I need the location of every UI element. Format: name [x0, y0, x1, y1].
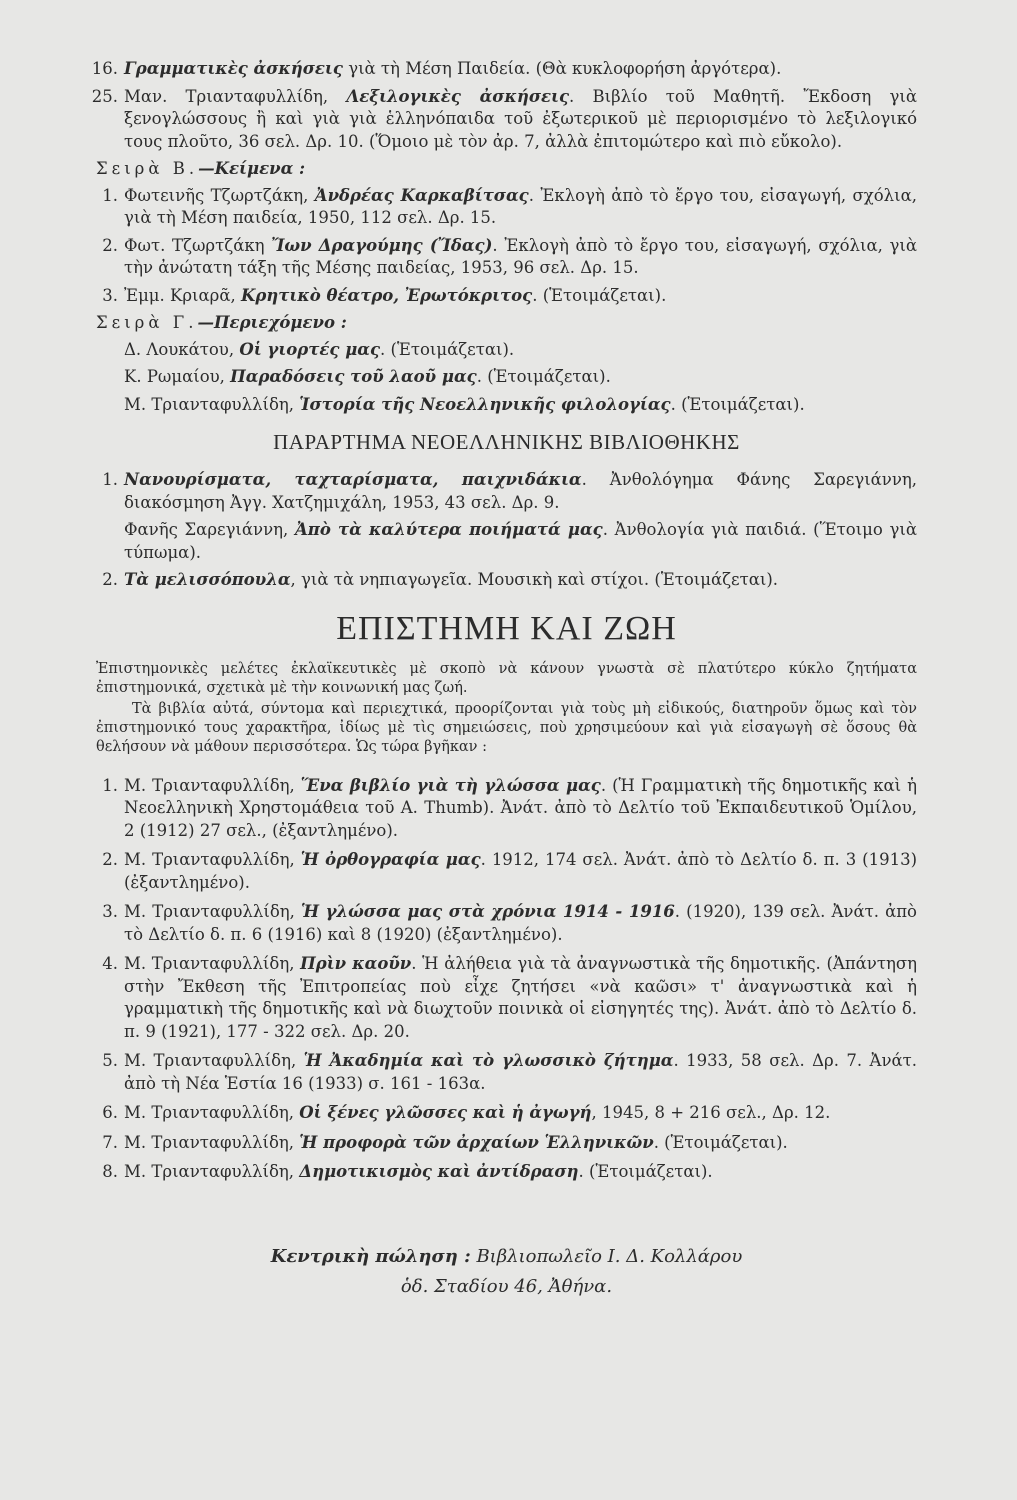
science-list	[96, 775, 917, 1184]
science-entry	[96, 1050, 917, 1095]
entry-details: . Ἐκλογὴ ἀπὸ τὸ ἔργο του, εἰσαγωγή, σχόλια, γιὰ τὴν ἀνώτατη τάξη τῆς Μέσης παιδείας, 1953, 96 σελ. Δρ. 15.	[124, 235, 918, 277]
entry-title: Δημοτικισμὸς καὶ ἀντίδραση	[299, 1162, 579, 1181]
entry-title: Ἡ προφορὰ τῶν ἀρχαίων Ἑλληνικῶν	[299, 1132, 654, 1152]
entry-number: 7.	[102, 1132, 118, 1152]
entry-author: Μ. Τριανταφυλλίδη,	[124, 1162, 300, 1181]
series-b-heading	[96, 158, 917, 181]
entry-details: , 1945, 8 + 216 σελ., Δρ. 12.	[591, 1103, 831, 1122]
series-b-entry	[96, 285, 917, 308]
science-entry	[96, 901, 917, 946]
entry-number: 6.	[102, 1103, 118, 1122]
appendix-entry	[96, 469, 917, 514]
series-b-entry	[96, 235, 917, 280]
entry-details: . Ἐκλογὴ ἀπὸ τὸ ἔργο του, εἰσαγωγή, σχόλια, γιὰ τὴ Μέση παιδεία, 1950, 112 σελ. Δρ. 15.	[124, 185, 917, 227]
entry-title: Οἱ ξένες γλῶσσες καὶ ἡ ἀγωγή	[299, 1103, 592, 1122]
entry-author: Μ. Τριανταφυλλίδη,	[124, 775, 301, 795]
entry-details: . (Ἑτοιμάζεται).	[380, 339, 515, 359]
series-g-heading	[96, 312, 917, 335]
entry-number: 2.	[102, 570, 118, 589]
entry-title: Ἀνδρέας Καρκαβίτσας	[314, 185, 529, 205]
appendix-heading: ΠΑΡΑΡΤΗΜΑ ΝΕΟΕΛΛΗΝΙΚΗΣ ΒΙΒΛΙΟΘΗΚΗΣ	[273, 430, 740, 454]
entry-number: 5.	[102, 1051, 118, 1070]
entry-title: Γραμματικὲς ἀσκήσεις	[124, 59, 343, 78]
series-b-title: —Κείμενα :	[198, 159, 306, 178]
entry-details: . (Ἑτοιμάζεται).	[476, 367, 611, 386]
entry-details: . Ἀνθολόγημα Φάνης Σαρεγιάννη, διακόσμηση Ἀγγ. Χατζημιχάλη, 1953, 43 σελ. Δρ. 9.	[124, 470, 917, 512]
entry-details: . (Ἑτοιμάζεται).	[578, 1162, 713, 1181]
footer-line-1	[96, 1242, 917, 1272]
entry-title: Πρὶν καοῦν	[300, 954, 412, 973]
entry-title: Οἱ γιορτές μας	[239, 339, 381, 359]
entry-number: 1.	[102, 470, 118, 489]
top-list	[91, 58, 917, 153]
entry-author: Κ. Ρωμαίου,	[124, 367, 231, 386]
entry-author: Δ. Λουκάτου,	[124, 339, 240, 359]
entry-number: 3.	[102, 285, 118, 305]
entry-title: Λεξιλογικὲς ἀσκήσεις	[346, 86, 570, 106]
footer-address: ὁδ. Σταδίου 46, Ἀθήνα.	[400, 1275, 613, 1297]
science-entry	[96, 1161, 917, 1184]
entry-number: 3.	[102, 902, 118, 921]
entry-author: Μ. Τριανταφυλλίδη,	[124, 394, 300, 414]
series-g-label: Σειρὰ Γ.	[96, 313, 198, 332]
entry-title: Παραδόσεις τοῦ λαοῦ μας	[230, 367, 477, 386]
series-g-entry	[96, 366, 917, 389]
entry-number: 25.	[91, 86, 118, 106]
entry-title: Ἕνα βιβλίο γιὰ τὴ γλώσσα μας	[300, 775, 601, 795]
entry-title: Ἡ γλώσσα μας στὰ χρόνια 1914 - 1916	[300, 902, 675, 921]
entry-title: Ἀπὸ τὰ καλύτερα ποιήματά μας	[294, 520, 603, 539]
entry-details: . (Ἑτοιμάζεται).	[532, 285, 667, 305]
entry-author: Μαν. Τριανταφυλλίδη,	[124, 86, 347, 106]
entry-details: . 1912, 174 σελ. Ἀνάτ. ἀπὸ τὸ Δελτίο δ. π. 3 (1913) (ἐξαντλημένο).	[124, 850, 918, 892]
entry-author: Μ. Τριανταφυλλίδη,	[124, 850, 301, 869]
series-g-entry	[96, 394, 917, 417]
entry-author: Μ. Τριανταφυλλίδη,	[124, 1051, 304, 1070]
entry-number: 2.	[102, 850, 118, 869]
entry-details: . (Ἑτοιμάζεται).	[653, 1132, 788, 1152]
entry-number: 16.	[91, 59, 118, 78]
entry-author: Μ. Τριανταφυλλίδη,	[124, 902, 301, 921]
footer-bookshop: Βιβλιοπωλεῖο Ι. Δ. Κολλάρου	[470, 1245, 743, 1267]
science-intro-2: Τὰ βιβλία αὐτά, σύντομα καὶ περιεχτικά, προορίζονται γιὰ τοὺς μὴ εἰδικούς, διατηροῦν ὅμως καὶ τὸν ἐπιστημονικό τους χαρακτῆρα, ἰδίως μὲ τὶς σημειώσεις, ποὺ χρησιμεύουν καὶ γιὰ εἰσαγωγὴ σὲ ὅσους θὰ θελήσουν νὰ μάθουν περισσότερα. Ὡς τώρα βγῆκαν :	[96, 700, 917, 755]
entry-title: Ἡ ὀρθογραφία μας	[300, 850, 481, 869]
science-entry	[96, 1102, 917, 1125]
entry-author: Μ. Τριανταφυλλίδη,	[124, 954, 301, 973]
series-g-entry	[96, 339, 917, 362]
science-entry	[96, 849, 917, 894]
entry-details: . Ἡ ἀλήθεια γιὰ τὰ ἀναγνωστικὰ τῆς δημοτικῆς. (Ἀπάντηση στὴν Ἔκθεση τῆς Ἐπιτροπείας ποὺ εἶχε ζητήσει «νὰ καῶσι» τ' ἀναγνωστικὰ καὶ ἡ γραμματικὴ τῆς δημοτικῆς καὶ νὰ διωχτοῦν ποινικὰ οἱ εἰσηγητές της). Ἀνάτ. ἀπὸ τὸ Δελτίο δ. π. 9 (1921), 177 - 322 σελ. Δρ. 20.	[124, 954, 917, 1041]
top-entry	[91, 58, 917, 81]
science-heading: ΕΠΙΣΤΗΜΗ ΚΑΙ ΖΩΗ	[336, 609, 677, 647]
entry-title: Ἱστορία τῆς Νεοελληνικῆς φιλολογίας	[299, 394, 671, 414]
top-entry	[91, 86, 917, 154]
appendix-entry	[96, 519, 917, 564]
entry-title: Νανουρίσματα, ταχταρίσματα, παιχνιδάκια	[124, 470, 582, 489]
entry-title: Ἡ Ἀκαδημία καὶ τὸ γλωσσικὸ ζήτημα	[303, 1051, 674, 1070]
entry-details: . (1920), 139 σελ. Ἀνάτ. ἀπὸ τὸ Δελτίο δ. π. 6 (1916) καὶ 8 (1920) (ἐξαντλημένο).	[124, 902, 917, 944]
entry-details: . (Ἑτοιμάζεται).	[670, 394, 805, 414]
series-b-entry	[96, 185, 917, 230]
entry-author: Φανῆς Σαρεγιάννη,	[124, 520, 295, 539]
science-entry	[96, 953, 917, 1043]
entry-details: . (Ἡ Γραμματικὴ τῆς δημοτικῆς καὶ ἡ Νεοελληνικὴ Χρηστομάθεια τοῦ Α. Thumb). Ἀνάτ. ἀπὸ τὸ Δελτίο τοῦ Ἐκπαιδευτικοῦ Ὁμίλου, 2 (1912) 27 σελ., (ἐξαντλημένο).	[124, 775, 917, 840]
appendix-entry	[96, 569, 917, 592]
series-g-title: —Περιεχόμενο :	[197, 313, 347, 332]
entry-author: Μ. Τριανταφυλλίδη,	[124, 1132, 300, 1152]
entry-title: Τὰ μελισσόπουλα	[124, 570, 291, 589]
entry-number: 4.	[102, 954, 118, 973]
entry-number: 8.	[102, 1162, 118, 1181]
entry-details: , γιὰ τὰ νηπιαγωγεῖα. Μουσικὴ καὶ στίχοι. (Ἑτοιμάζεται).	[290, 570, 779, 589]
entry-author: Φωτ. Τζωρτζάκη	[124, 235, 272, 255]
science-entry	[96, 1132, 917, 1155]
footer	[96, 1242, 917, 1302]
entry-number: 2.	[102, 235, 118, 255]
footer-label: Κεντρικὴ πώληση :	[270, 1245, 471, 1267]
entry-number: 1.	[102, 775, 118, 795]
appendix-list	[96, 469, 917, 592]
entry-author: Φωτεινῆς Τζωρτζάκη,	[124, 185, 315, 205]
entry-title: Ἴων Δραγούμης (Ἴδας)	[271, 235, 493, 255]
entry-details: . Βιβλίο τοῦ Μαθητῆ. Ἔκδοση γιὰ ξενογλώσσους ἢ καὶ γιὰ γιὰ ἑλληνόπαιδα τοῦ ἐξωτερικοῦ μὲ περιορισμένο τὸ λεξιλογικό τους πλοῦτο, 36 σελ. Δρ. 10. (Ὅμοιο μὲ τὸν ἀρ. 7, ἀλλὰ ἐπιτομώτερο καὶ πιὸ εὔκολο).	[124, 86, 917, 151]
entry-details: . Ἀνθολογία γιὰ παιδιά. (Ἕτοιμο γιὰ τύπωμα).	[124, 520, 917, 562]
entry-number: 1.	[102, 185, 118, 205]
series-b-list	[96, 185, 917, 308]
series-g-list	[96, 339, 917, 417]
series-b-label: Σειρὰ Β.	[96, 159, 199, 178]
entry-details: . 1933, 58 σελ. Δρ. 7. Ἀνάτ. ἀπὸ τὴ Νέα Ἑστία 16 (1933) σ. 161 - 163α.	[124, 1051, 918, 1093]
entry-details: γιὰ τὴ Μέση Παιδεία. (Θὰ κυκλοφορήση ἀργότερα).	[342, 59, 782, 78]
science-entry	[96, 775, 917, 843]
entry-title: Κρητικὸ θέατρο, Ἐρωτόκριτος	[240, 285, 533, 305]
entry-author: Ἐμμ. Κριαρᾶ,	[124, 285, 241, 305]
entry-author: Μ. Τριανταφυλλίδη,	[124, 1103, 300, 1122]
science-intro-1: Ἐπιστημονικὲς μελέτες ἐκλαϊκευτικὲς μὲ σκοπὸ νὰ κάνουν γνωστὰ σὲ πλατύτερο κύκλο ζητήματα ἐπιστημονικά, σχετικὰ μὲ τὴν κοινωνική μας ζωή.	[96, 660, 917, 696]
